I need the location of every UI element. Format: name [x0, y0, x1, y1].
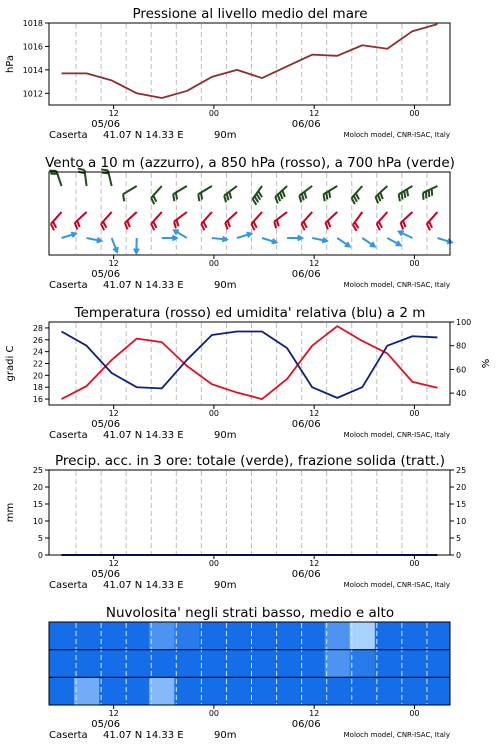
- wind-barb: [401, 212, 413, 229]
- y-axis-label-right: %: [481, 358, 492, 369]
- cloud-cell: [49, 677, 75, 705]
- cloud-cell: [425, 677, 451, 705]
- wind-barb: [212, 237, 227, 242]
- y-tick-label: 22: [32, 359, 43, 369]
- wind-barb: [101, 212, 112, 230]
- y-tick-label-right: 0: [456, 551, 462, 560]
- y-tick-label: 25: [32, 466, 43, 475]
- barb-feather: [302, 194, 304, 201]
- cloud-cell: [99, 677, 125, 705]
- y-tick-label-right: 80: [456, 341, 467, 351]
- y-tick-label-right: 100: [456, 318, 472, 327]
- cloud-cell: [350, 622, 376, 650]
- wind-barb: [353, 212, 362, 231]
- x-tick-label: 00: [208, 259, 219, 268]
- wind-barb: [162, 236, 177, 241]
- y-axis-label: mm: [5, 502, 16, 523]
- x-tick-label: 12: [309, 409, 320, 418]
- x-tick-label: 00: [208, 709, 219, 718]
- cloud-cell: [124, 677, 150, 705]
- cloud-cell: [99, 622, 125, 650]
- cloud-cell: [375, 677, 401, 705]
- y-tick-label: 1016: [22, 42, 43, 52]
- location-label: Caserta: [49, 430, 88, 441]
- x-tick-label: 00: [409, 409, 420, 418]
- barb-feather: [229, 192, 231, 199]
- wind-barb: [299, 186, 312, 202]
- chart-title: Nuvolosita' negli strati basso, medio e alto: [105, 605, 395, 621]
- barb-feather: [274, 222, 276, 229]
- wind-barb: [352, 186, 363, 204]
- wind-barb: [312, 238, 327, 243]
- cloud-cell: [99, 650, 125, 678]
- wind-barb: [376, 186, 388, 203]
- barb-feather: [399, 194, 400, 201]
- x-tick-label: 12: [309, 259, 320, 268]
- wind-barb: [151, 186, 162, 204]
- barb-feather: [277, 220, 279, 227]
- y-tick-label: 1018: [22, 19, 43, 28]
- wind-barb: [251, 212, 262, 230]
- cloud-cell: [300, 650, 326, 678]
- barb-feather: [282, 190, 285, 197]
- wind-barb: [173, 186, 187, 201]
- elevation-label: 90m: [214, 280, 237, 291]
- barb-feather: [278, 195, 281, 202]
- coords-label: 41.07 N 14.33 E: [103, 730, 184, 741]
- chart-title: Temperatura (rosso) ed umidita' relativa (blu) a 2 m: [74, 305, 426, 321]
- cloud-cell: [350, 677, 376, 705]
- barb-feather: [404, 191, 405, 198]
- barb-feather: [354, 196, 357, 202]
- wind-barb: [387, 238, 400, 245]
- wind-barb: [62, 233, 76, 238]
- y-tick-label: 24: [32, 347, 43, 357]
- barb-feather: [380, 192, 383, 199]
- barb-feather: [254, 222, 257, 228]
- barb-feather: [324, 194, 325, 201]
- date-label: 05/06: [91, 119, 121, 130]
- cloud-cell: [375, 622, 401, 650]
- credit-label: Moloch model, CNR-ISAC, Italy: [343, 731, 450, 739]
- barb-feather: [127, 221, 130, 228]
- cloud-cell: [74, 650, 100, 678]
- cloud-cell: [425, 622, 451, 650]
- y-tick-label: 5: [37, 534, 43, 543]
- coords-label: 41.07 N 14.33 E: [103, 130, 184, 141]
- barb-feather: [227, 194, 229, 201]
- barb-feather: [304, 222, 307, 228]
- cloud-cell: [250, 677, 276, 705]
- wind-barb: [224, 186, 237, 202]
- wind-barb: [75, 212, 87, 229]
- cloud-cell: [174, 650, 200, 678]
- location-label: Caserta: [49, 580, 88, 591]
- cloud-cell: [400, 650, 426, 678]
- y-tick-label: 0: [37, 551, 43, 560]
- wind-barb: [151, 212, 162, 230]
- wind-barb: [134, 238, 139, 253]
- x-tick-label: 12: [309, 709, 320, 718]
- barb-feather: [352, 198, 355, 204]
- cloud-cell: [250, 622, 276, 650]
- coords-label: 41.07 N 14.33 E: [103, 280, 184, 291]
- cloud-cell: [174, 677, 200, 705]
- credit-label: Moloch model, CNR-ISAC, Italy: [343, 281, 450, 289]
- barb-feather: [201, 193, 202, 200]
- barb-shaft: [123, 186, 137, 194]
- x-tick-label: 12: [108, 259, 119, 268]
- chart-title: Precip. acc. in 3 ore: totale (verde), frazione solida (tratt.): [55, 453, 445, 469]
- x-tick-label: 12: [108, 709, 119, 718]
- date-label: 06/06: [291, 119, 321, 130]
- x-tick-label: 12: [108, 409, 119, 418]
- cloud-cell: [49, 622, 75, 650]
- cloud-cell: [74, 677, 100, 705]
- cloud-cell: [275, 650, 301, 678]
- y-tick-label-right: 15: [456, 500, 467, 509]
- cloud-cell: [149, 650, 175, 678]
- elevation-label: 90m: [214, 130, 237, 141]
- barb-feather: [75, 223, 78, 230]
- barb-feather: [299, 196, 301, 203]
- plot-bg: [49, 23, 450, 105]
- barb-feather: [198, 194, 199, 201]
- wind-barb: [123, 186, 137, 201]
- barb-feather: [228, 221, 231, 228]
- x-tick-label: 12: [108, 109, 119, 118]
- date-label: 05/06: [91, 719, 121, 730]
- elevation-label: 90m: [214, 730, 237, 741]
- date-label: 05/06: [91, 569, 121, 580]
- y-tick-label: 1012: [22, 89, 43, 99]
- barb-feather: [328, 221, 331, 228]
- x-tick-label: 00: [208, 109, 219, 118]
- y-tick-label: 20: [32, 483, 43, 492]
- wind-barb: [399, 186, 413, 201]
- barb-feather: [123, 194, 124, 201]
- cloud-cell: [275, 622, 301, 650]
- barb-feather: [176, 193, 177, 200]
- cloud-cell: [224, 622, 250, 650]
- wind-barb: [275, 186, 287, 203]
- y-tick-label: 10: [32, 517, 43, 526]
- wind-barb: [337, 238, 349, 246]
- x-tick-label: 12: [309, 559, 320, 568]
- y-tick-label-right: 20: [456, 483, 467, 492]
- y-tick-label: 1014: [22, 65, 43, 75]
- coords-label: 41.07 N 14.33 E: [103, 580, 184, 591]
- wind-barb: [362, 238, 374, 246]
- cloud-cell: [275, 677, 301, 705]
- date-label: 06/06: [291, 269, 321, 280]
- cloud-cell: [350, 650, 376, 678]
- cloud-cell: [300, 677, 326, 705]
- barb-feather: [403, 221, 406, 228]
- cloud-cell: [325, 650, 351, 678]
- barb-feather: [280, 192, 283, 199]
- barb-feather: [203, 222, 206, 228]
- chart-title: Pressione al livello medio del mare: [132, 6, 368, 22]
- y-axis-label: hPa: [5, 54, 16, 74]
- wind-barb: [324, 186, 338, 201]
- elevation-label: 90m: [214, 430, 237, 441]
- wind-barb: [125, 212, 137, 229]
- temperature-line: [62, 326, 438, 399]
- y-tick-label-right: 25: [456, 466, 467, 475]
- cloud-cell: [174, 622, 200, 650]
- x-tick-label: 00: [409, 109, 420, 118]
- barb-feather: [51, 224, 54, 230]
- humidity-line: [62, 331, 438, 397]
- barb-feather: [174, 222, 176, 229]
- wind-barb: [262, 238, 276, 243]
- cloud-cell: [300, 622, 326, 650]
- y-tick-label-right: 40: [456, 389, 467, 399]
- cloud-cell: [325, 677, 351, 705]
- barb-feather: [304, 192, 306, 199]
- chart-title: Vento a 10 m (azzurro), a 850 hPa (rosso), a 700 hPa (verde): [45, 155, 455, 171]
- barb-feather: [407, 189, 408, 196]
- barb-feather: [378, 195, 381, 202]
- credit-label: Moloch model, CNR-ISAC, Italy: [343, 131, 450, 139]
- date-label: 06/06: [291, 419, 321, 430]
- location-label: Caserta: [49, 280, 88, 291]
- wind-barb: [427, 212, 438, 230]
- cloud-cell: [49, 650, 75, 678]
- barb-feather: [376, 197, 379, 204]
- location-label: Caserta: [49, 730, 88, 741]
- date-label: 06/06: [291, 719, 321, 730]
- wind-barb: [201, 212, 212, 230]
- wind-barb: [225, 212, 237, 229]
- y-tick-label-right: 10: [456, 517, 467, 526]
- x-tick-label: 00: [208, 409, 219, 418]
- barb-feather: [326, 193, 327, 200]
- barb-feather: [401, 193, 402, 200]
- date-label: 06/06: [291, 569, 321, 580]
- credit-label: Moloch model, CNR-ISAC, Italy: [343, 581, 450, 589]
- elevation-label: 90m: [214, 580, 237, 591]
- barb-feather: [177, 220, 179, 227]
- wind-barb: [377, 212, 388, 230]
- barb-feather: [153, 222, 156, 228]
- cloud-cell: [199, 677, 225, 705]
- date-label: 05/06: [91, 269, 121, 280]
- wind-barb: [198, 186, 212, 201]
- cloud-cell: [124, 622, 150, 650]
- wind-barb: [237, 233, 251, 238]
- cloud-cell: [149, 677, 175, 705]
- cloud-cell: [224, 677, 250, 705]
- y-tick-label: 15: [32, 500, 43, 509]
- cloud-cell: [325, 622, 351, 650]
- x-tick-label: 00: [409, 259, 420, 268]
- cloud-cell: [199, 622, 225, 650]
- cloud-cell: [400, 622, 426, 650]
- y-tick-label: 28: [32, 323, 43, 333]
- x-tick-label: 12: [309, 109, 320, 118]
- barb-feather: [224, 196, 226, 203]
- barb-feather: [173, 194, 174, 201]
- cloud-cell: [224, 650, 250, 678]
- wind-barb: [287, 236, 302, 241]
- plot-frame-3: [49, 470, 450, 555]
- barb-feather: [379, 222, 382, 228]
- y-tick-label: 18: [32, 383, 43, 393]
- y-tick-label-right: 5: [456, 534, 462, 543]
- y-tick-label-right: 60: [456, 365, 467, 375]
- cloud-cell: [425, 650, 451, 678]
- barb-feather: [275, 197, 278, 204]
- coords-label: 41.07 N 14.33 E: [103, 430, 184, 441]
- cloud-cell: [199, 650, 225, 678]
- barb-feather: [356, 193, 359, 199]
- y-axis-label: gradi C: [5, 345, 16, 382]
- x-tick-label: 12: [108, 559, 119, 568]
- x-tick-label: 00: [409, 709, 420, 718]
- barb-feather: [225, 223, 228, 230]
- barb-feather: [53, 222, 56, 228]
- y-tick-label: 20: [32, 371, 43, 381]
- x-tick-label: 00: [409, 559, 420, 568]
- wind-barb: [325, 212, 337, 229]
- wind-barb: [51, 212, 62, 230]
- cloud-cell: [149, 622, 175, 650]
- cloud-cell: [124, 650, 150, 678]
- barb-feather: [77, 221, 80, 228]
- barb-feather: [329, 191, 330, 198]
- barb-feather: [325, 223, 328, 230]
- barb-feather: [151, 198, 154, 204]
- cloud-cell: [74, 622, 100, 650]
- barb-feather: [429, 222, 432, 228]
- wind-barb: [87, 238, 102, 243]
- wind-barb: [112, 238, 118, 252]
- barb-feather: [125, 223, 128, 230]
- date-label: 05/06: [91, 419, 121, 430]
- wind-barb: [399, 231, 413, 238]
- y-tick-label: 26: [32, 335, 43, 345]
- y-tick-label: 16: [32, 395, 43, 405]
- barb-feather: [401, 223, 404, 230]
- barb-feather: [103, 222, 106, 228]
- barb-feather: [102, 173, 109, 174]
- wind-barb: [253, 186, 262, 205]
- barb-feather: [153, 196, 156, 202]
- cloud-cell: [400, 677, 426, 705]
- wind-barb: [49, 171, 61, 186]
- wind-barb: [423, 186, 437, 200]
- x-tick-label: 00: [208, 559, 219, 568]
- cloud-cell: [375, 650, 401, 678]
- wind-barb: [301, 212, 312, 230]
- cloud-cell: [250, 650, 276, 678]
- wind-barb: [78, 168, 87, 186]
- location-label: Caserta: [49, 130, 88, 141]
- credit-label: Moloch model, CNR-ISAC, Italy: [343, 431, 450, 439]
